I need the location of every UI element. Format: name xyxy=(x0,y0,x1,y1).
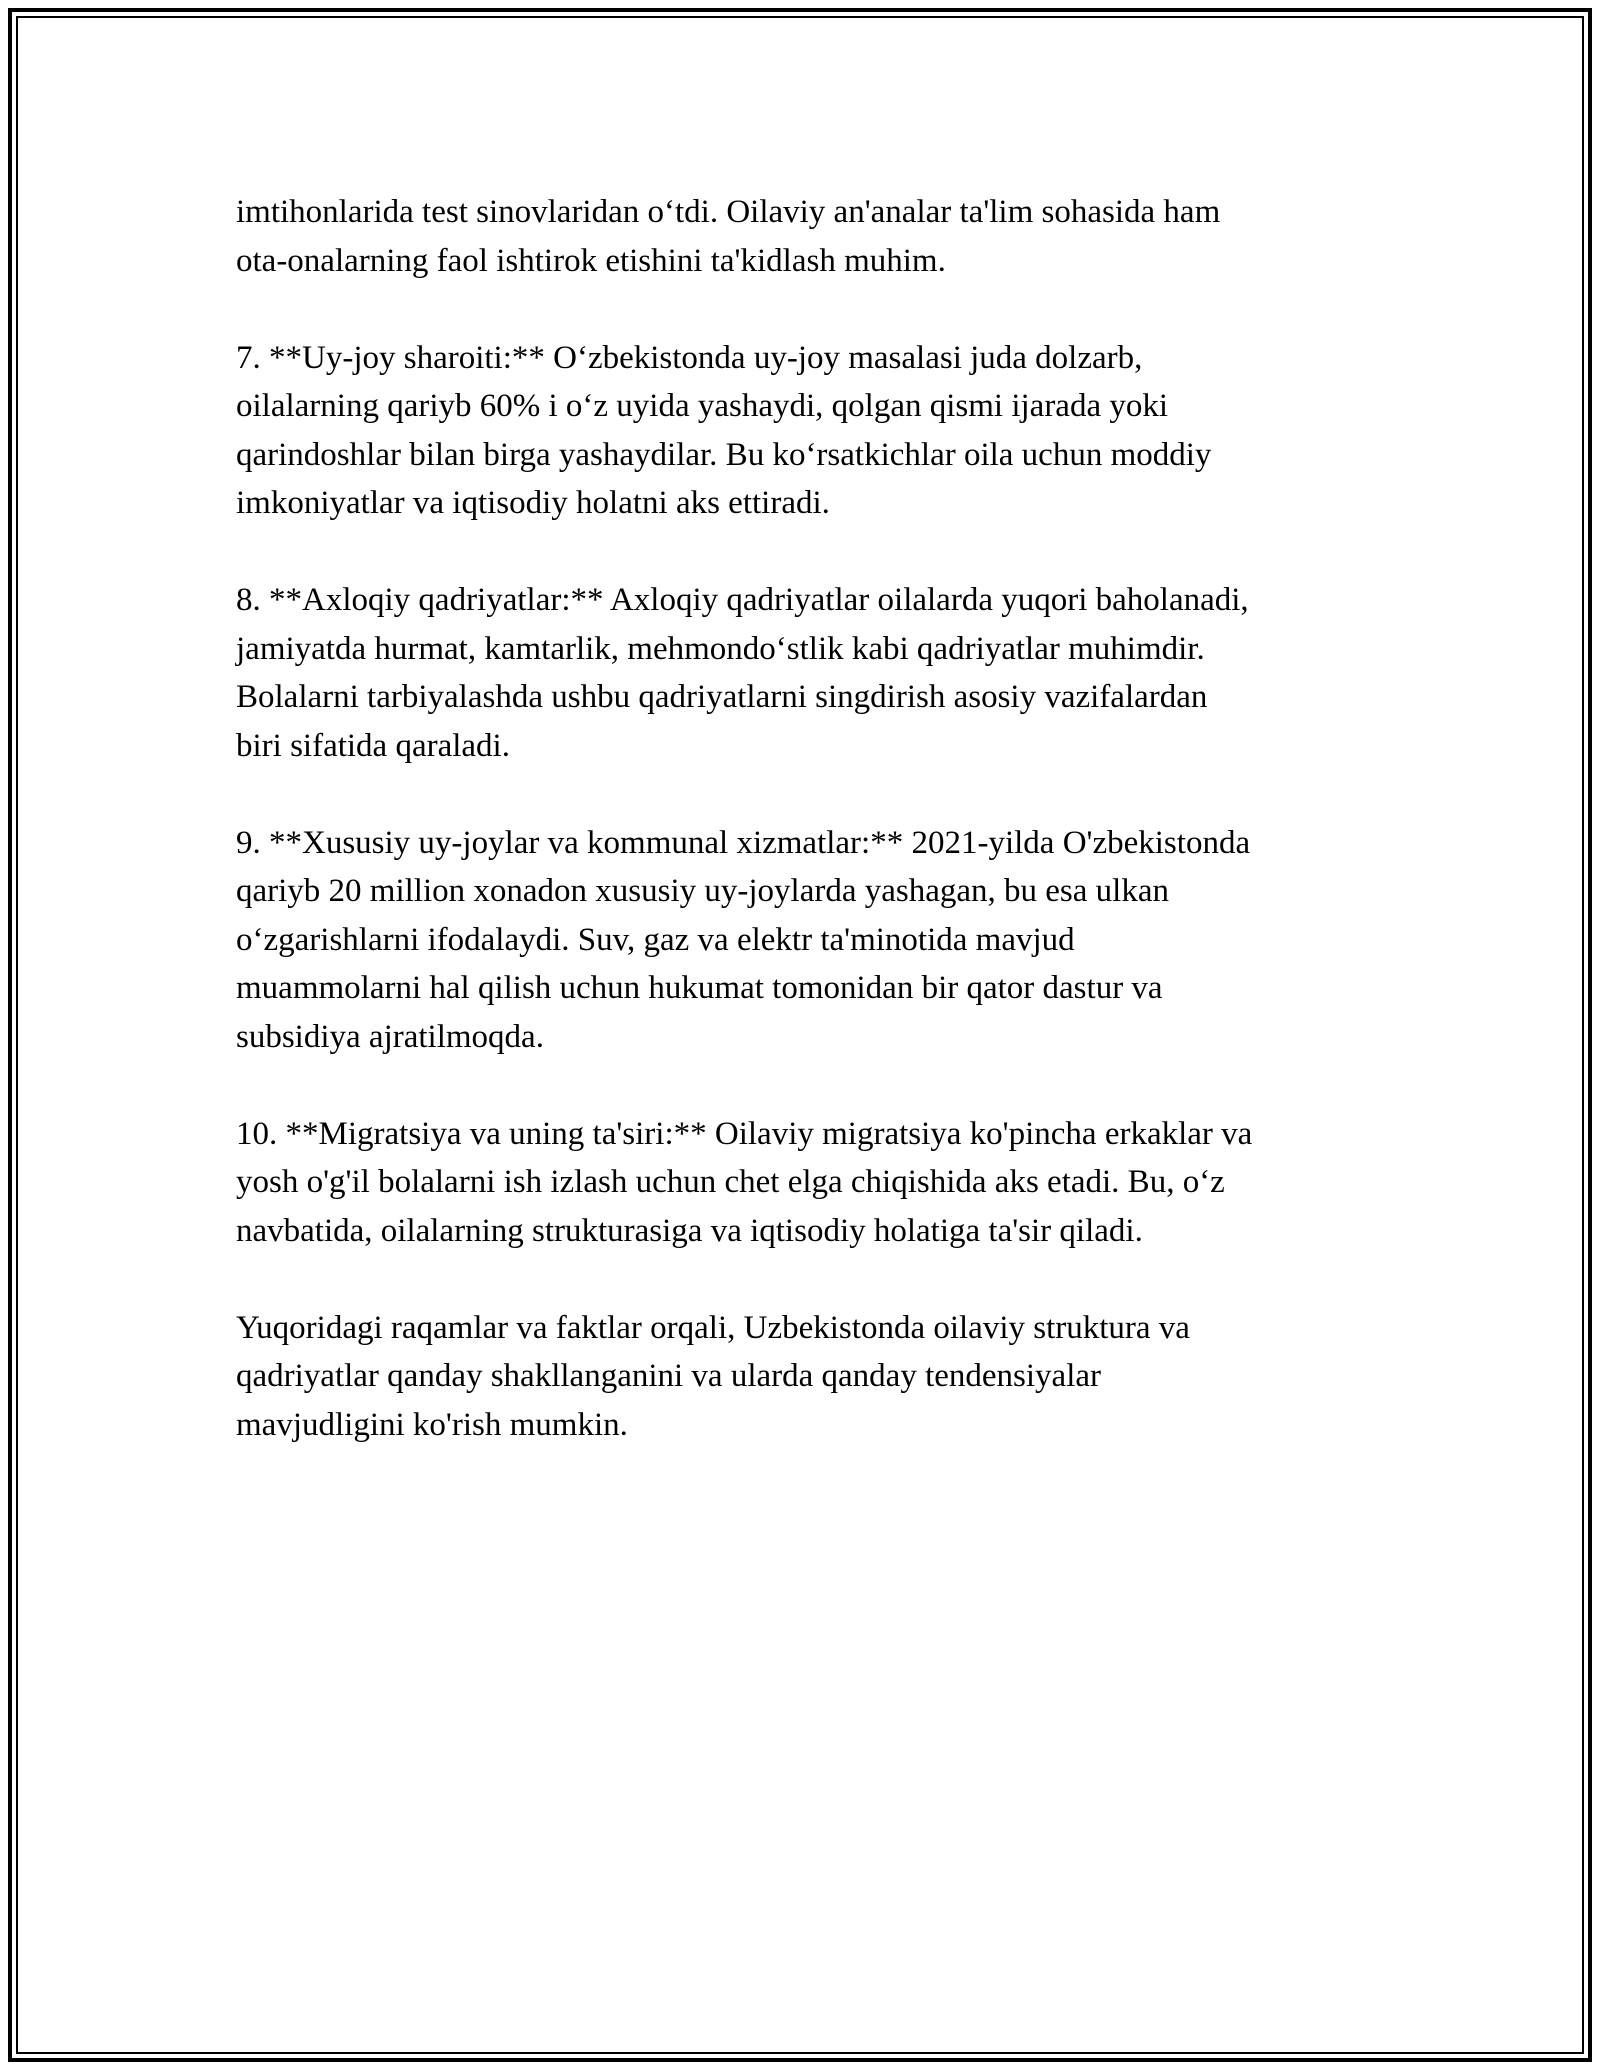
text-line: navbatida, oilalarning strukturasiga va iqtisodiy holatiga ta'sir qiladi. xyxy=(236,1212,1143,1249)
text-line: imkoniyatlar va iqtisodiy holatni aks ettiradi. xyxy=(236,485,830,521)
text-line: 8. **Axloqiy qadriyatlar:** Axloqiy qadriyatlar oilalarda yuqori baholanadi, xyxy=(236,582,1249,618)
text-line: qariyb 20 million xonadon xususiy uy-joylarda yashagan, bu esa ulkan xyxy=(236,873,1169,909)
text-line: subsidiya ajratilmoqda. xyxy=(236,1018,544,1055)
text-line: qarindoshlar bilan birga yashaydilar. Bu ko‘rsatkichlar oila uchun moddiy xyxy=(236,436,1212,473)
paragraph-continuation xyxy=(236,188,1386,285)
paragraph-item-9-private-housing xyxy=(236,819,1386,1062)
document-body xyxy=(236,188,1386,1498)
text-line: ota-onalarning faol ishtirok etishini ta'kidlash muhim. xyxy=(236,242,946,279)
text-line: Yuqoridagi raqamlar va faktlar orqali, Uzbekistonda oilaviy struktura va xyxy=(236,1309,1190,1346)
text-line: biri sifatida qaraladi. xyxy=(236,727,510,764)
paragraph-item-8-moral-values xyxy=(236,576,1386,770)
text-line: o‘zgarishlarni ifodalaydi. Suv, gaz va elektr ta'minotida mavjud xyxy=(236,921,1075,958)
paragraph-item-10-migration xyxy=(236,1110,1386,1256)
paragraph-item-7-housing xyxy=(236,334,1386,528)
text-line: mavjudligini ko'rish mumkin. xyxy=(236,1406,628,1443)
text-line: 7. **Uy-joy sharoiti:** O‘zbekistonda uy-joy masalasi juda dolzarb, xyxy=(236,339,1143,376)
text-line: 10. **Migratsiya va uning ta'siri:** Oilaviy migratsiya ko'pincha erkaklar va xyxy=(236,1115,1253,1152)
text-line: muammolarni hal qilish uchun hukumat tomonidan bir qator dastur va xyxy=(236,970,1163,1006)
text-line: qadriyatlar qanday shakllanganini va ularda qanday tendensiyalar xyxy=(236,1358,1101,1394)
text-line: 9. **Xususiy uy-joylar va kommunal xizmatlar:** 2021-yilda O'zbekistonda xyxy=(236,824,1251,861)
text-line: jamiyatda hurmat, kamtarlik, mehmondo‘stlik kabi qadriyatlar muhimdir. xyxy=(236,630,1205,667)
paragraph-conclusion xyxy=(236,1304,1386,1450)
text-line: oilalarning qariyb 60% i o‘z uyida yashaydi, qolgan qismi ijarada yoki xyxy=(236,388,1169,424)
text-line: Bolalarni tarbiyalashda ushbu qadriyatlarni singdirish asosiy vazifalardan xyxy=(236,679,1208,715)
text-line: yosh o'g'il bolalarni ish izlash uchun chet elga chiqishida aks etadi. Bu, o‘z xyxy=(236,1164,1225,1200)
text-line: imtihonlarida test sinovlaridan o‘tdi. Oilaviy an'analar ta'lim sohasida ham xyxy=(236,194,1221,230)
